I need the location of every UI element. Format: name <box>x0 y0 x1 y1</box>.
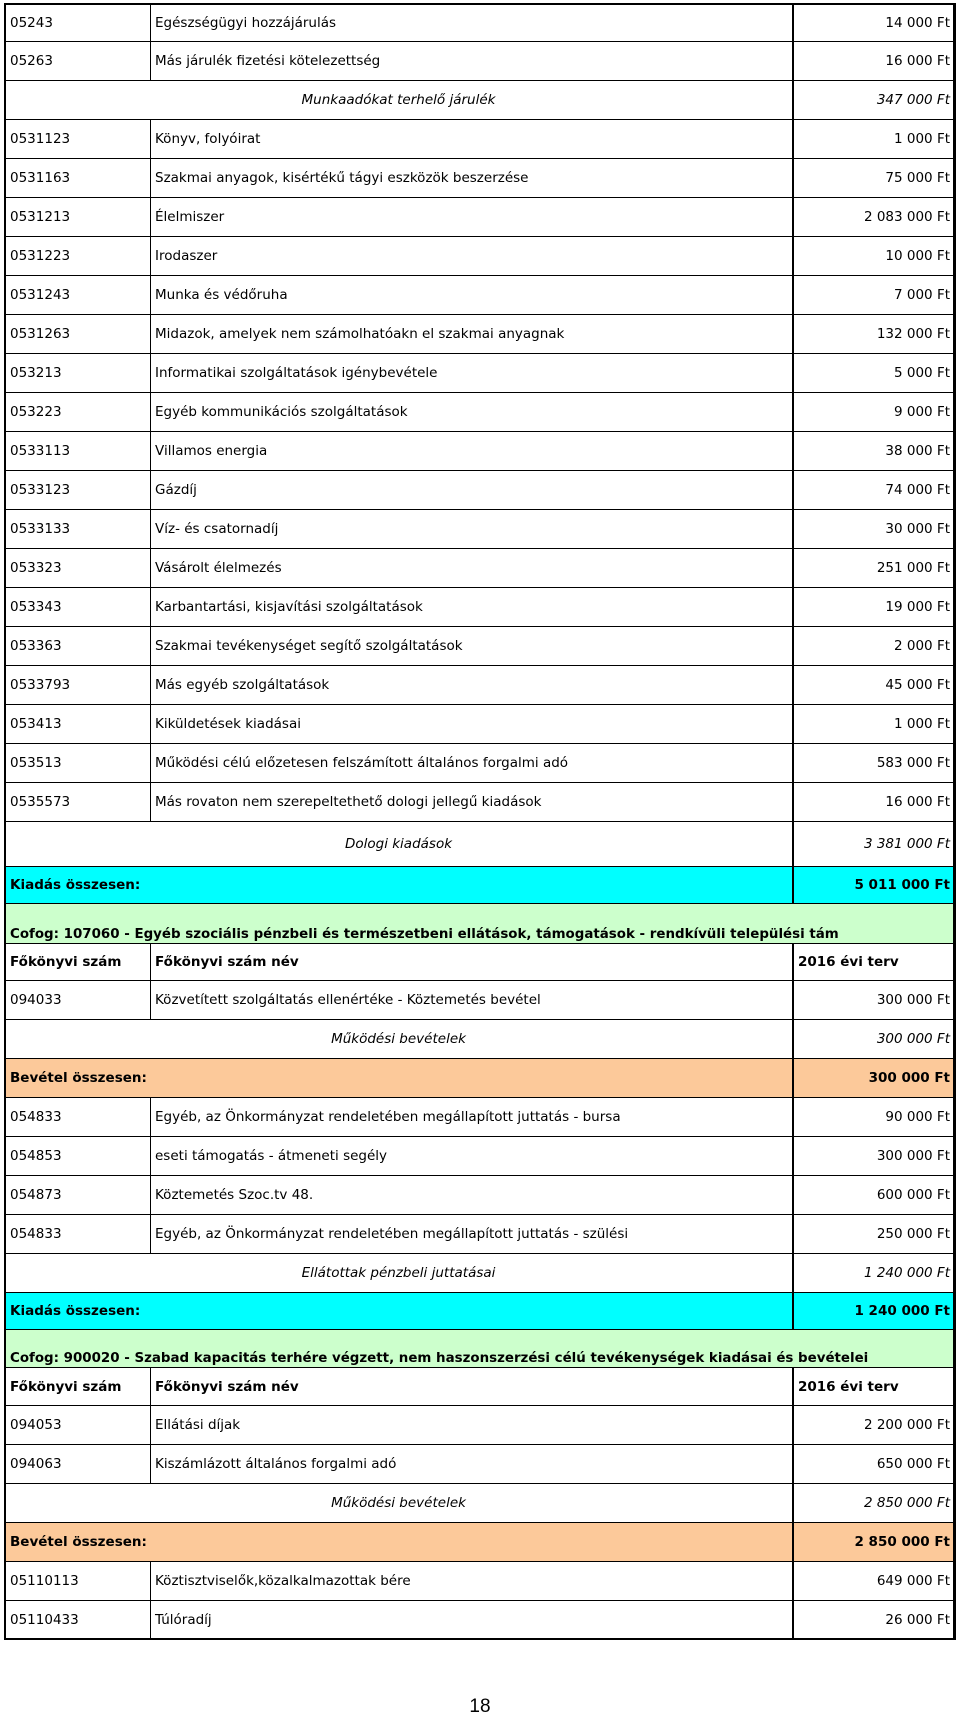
total-row <box>4 867 956 904</box>
account-name: Más járulék fizetési kötelezettség <box>151 42 794 80</box>
planned-amount: 251 000 Ft <box>876 560 950 576</box>
column-header-row <box>4 944 956 981</box>
subtotal-label: Munkaadókat terhelő járulék <box>151 81 794 119</box>
planned-amount: 90 000 Ft <box>885 1109 950 1125</box>
planned-amount: 30 000 Ft <box>885 521 950 537</box>
account-name: Működési célú előzetesen felszámított általános forgalmi adó <box>151 744 794 782</box>
total-amount: 5 011 000 Ft <box>854 877 950 893</box>
account-name: eseti támogatás - átmeneti segély <box>151 1137 794 1175</box>
planned-amount: 10 000 Ft <box>885 248 950 264</box>
table-row <box>4 1406 956 1445</box>
account-name: Kiküldetések kiadásai <box>151 705 794 743</box>
planned-amount: 649 000 Ft <box>876 1573 950 1589</box>
header-account-code: Főkönyvi szám <box>6 1368 151 1405</box>
planned-amount: 14 000 Ft <box>885 15 950 31</box>
account-code: 094063 <box>6 1445 151 1483</box>
account-code: 054833 <box>6 1215 151 1253</box>
account-name: Víz- és csatornadíj <box>151 510 794 548</box>
account-name: Szakmai tevékenységet segítő szolgáltatások <box>151 627 794 665</box>
cofog-title: Cofog: 900020 - Szabad kapacitás terhére végzett, nem haszonszerzési célú tevékenységek kiadásai és bevételei <box>10 1351 869 1366</box>
subtotal-spacer <box>6 822 151 866</box>
total-label: Kiadás összesen: <box>6 1293 794 1329</box>
account-name: Kiszámlázott általános forgalmi adó <box>151 1445 794 1483</box>
account-code: 0531223 <box>6 237 151 275</box>
subtotal-label: Működési bevételek <box>151 1020 794 1058</box>
table-row <box>4 981 956 1020</box>
account-name: Könyv, folyóirat <box>151 120 794 158</box>
account-code: 0533123 <box>6 471 151 509</box>
account-code: 0533113 <box>6 432 151 470</box>
account-name: Egyéb, az Önkormányzat rendeletében megállapított juttatás - szülési <box>151 1215 794 1253</box>
subtotal-spacer <box>6 81 151 119</box>
table-row <box>4 3 956 42</box>
subtotal-amount: 3 381 000 Ft <box>863 836 950 852</box>
header-plan: 2016 évi terv <box>798 954 899 970</box>
planned-amount: 250 000 Ft <box>876 1226 950 1242</box>
account-code: 053413 <box>6 705 151 743</box>
planned-amount: 38 000 Ft <box>885 443 950 459</box>
table-row <box>4 1445 956 1484</box>
account-name: Más rovaton nem szerepeltethető dologi jellegű kiadások <box>151 783 794 821</box>
planned-amount: 300 000 Ft <box>876 1148 950 1164</box>
account-code: 05110113 <box>6 1562 151 1600</box>
table-row <box>4 588 956 627</box>
account-code: 0533793 <box>6 666 151 704</box>
subtotal-spacer <box>6 1254 151 1292</box>
account-name: Élelmiszer <box>151 198 794 236</box>
subtotal-amount: 2 850 000 Ft <box>863 1495 950 1511</box>
table-row <box>4 393 956 432</box>
total-amount: 1 240 000 Ft <box>854 1303 950 1319</box>
account-code: 05110433 <box>6 1601 151 1638</box>
table-row <box>4 1601 956 1640</box>
table-row <box>4 276 956 315</box>
account-code: 053363 <box>6 627 151 665</box>
subtotal-spacer <box>6 1020 151 1058</box>
subtotal-amount: 300 000 Ft <box>876 1031 950 1047</box>
total-label: Bevétel összesen: <box>6 1523 794 1561</box>
table-row <box>4 354 956 393</box>
account-name: Közvetített szolgáltatás ellenértéke - Köztemetés bevétel <box>151 981 794 1019</box>
account-code: 094033 <box>6 981 151 1019</box>
header-account-name: Főkönyvi szám név <box>151 944 794 980</box>
planned-amount: 583 000 Ft <box>876 755 950 771</box>
total-amount: 2 850 000 Ft <box>854 1534 950 1550</box>
subtotal-row <box>4 822 956 867</box>
total-amount: 300 000 Ft <box>868 1070 950 1086</box>
account-code: 05243 <box>6 5 151 41</box>
planned-amount: 19 000 Ft <box>885 599 950 615</box>
planned-amount: 300 000 Ft <box>876 992 950 1008</box>
planned-amount: 5 000 Ft <box>894 365 950 381</box>
account-code: 05263 <box>6 42 151 80</box>
account-code: 0533133 <box>6 510 151 548</box>
total-row <box>4 1293 956 1330</box>
table-row <box>4 471 956 510</box>
table-row <box>4 705 956 744</box>
table-row <box>4 1562 956 1601</box>
planned-amount: 26 000 Ft <box>885 1611 950 1628</box>
total-row <box>4 1523 956 1562</box>
planned-amount: 9 000 Ft <box>894 404 950 420</box>
table-row <box>4 1098 956 1137</box>
planned-amount: 2 083 000 Ft <box>863 209 950 225</box>
planned-amount: 132 000 Ft <box>876 326 950 342</box>
cofog-title: Cofog: 107060 - Egyéb szociális pénzbeli és természetbeni ellátások, támogatások - rendkívüli települési tám <box>10 927 839 942</box>
planned-amount: 600 000 Ft <box>876 1187 950 1203</box>
account-name: Köztemetés Szoc.tv 48. <box>151 1176 794 1214</box>
header-plan: 2016 évi terv <box>798 1378 899 1395</box>
planned-amount: 2 000 Ft <box>894 638 950 654</box>
planned-amount: 75 000 Ft <box>885 170 950 186</box>
total-label: Bevétel összesen: <box>6 1059 794 1097</box>
planned-amount: 74 000 Ft <box>885 482 950 498</box>
table-row <box>4 627 956 666</box>
table-row <box>4 1137 956 1176</box>
account-code: 094053 <box>6 1406 151 1444</box>
table-row <box>4 510 956 549</box>
account-code: 053323 <box>6 549 151 587</box>
account-name: Egyéb kommunikációs szolgáltatások <box>151 393 794 431</box>
planned-amount: 2 200 000 Ft <box>863 1417 950 1433</box>
subtotal-row <box>4 81 956 120</box>
header-account-code: Főkönyvi szám <box>6 944 151 980</box>
subtotal-row <box>4 1254 956 1293</box>
account-code: 054873 <box>6 1176 151 1214</box>
table-row <box>4 549 956 588</box>
subtotal-amount: 347 000 Ft <box>876 92 950 108</box>
account-code: 0531163 <box>6 159 151 197</box>
account-name: Más egyéb szolgáltatások <box>151 666 794 704</box>
planned-amount: 7 000 Ft <box>894 287 950 303</box>
table-row <box>4 237 956 276</box>
table-row <box>4 120 956 159</box>
table-row <box>4 666 956 705</box>
account-name: Villamos energia <box>151 432 794 470</box>
account-code: 0531263 <box>6 315 151 353</box>
table-row <box>4 1215 956 1254</box>
account-name: Köztisztviselők,közalkalmazottak bére <box>151 1562 794 1600</box>
subtotal-amount: 1 240 000 Ft <box>863 1265 950 1281</box>
account-name: Midazok, amelyek nem számolhatóakn el szakmai anyagnak <box>151 315 794 353</box>
account-name: Irodaszer <box>151 237 794 275</box>
planned-amount: 1 000 Ft <box>894 716 950 732</box>
column-header-row <box>4 1368 956 1406</box>
total-row <box>4 1059 956 1098</box>
account-code: 0535573 <box>6 783 151 821</box>
subtotal-label: Ellátottak pénzbeli juttatásai <box>151 1254 794 1292</box>
planned-amount: 1 000 Ft <box>894 131 950 147</box>
account-name: Egészségügyi hozzájárulás <box>151 5 794 41</box>
budget-table <box>4 3 956 1640</box>
planned-amount: 16 000 Ft <box>885 53 950 69</box>
account-code: 0531243 <box>6 276 151 314</box>
account-code: 054833 <box>6 1098 151 1136</box>
account-code: 053343 <box>6 588 151 626</box>
account-code: 053213 <box>6 354 151 392</box>
page-number: 18 <box>469 1696 491 1717</box>
account-code: 0531123 <box>6 120 151 158</box>
planned-amount: 16 000 Ft <box>885 794 950 810</box>
planned-amount: 650 000 Ft <box>876 1456 950 1472</box>
account-name: Vásárolt élelmezés <box>151 549 794 587</box>
cofog-title-row <box>4 904 956 944</box>
planned-amount: 45 000 Ft <box>885 677 950 693</box>
account-name: Szakmai anyagok, kisértékű tágyi eszközök beszerzése <box>151 159 794 197</box>
account-code: 053223 <box>6 393 151 431</box>
table-row <box>4 432 956 471</box>
account-name: Túlóradíj <box>151 1601 794 1638</box>
cofog-title-row <box>4 1330 956 1368</box>
table-row <box>4 783 956 822</box>
account-code: 054853 <box>6 1137 151 1175</box>
subtotal-row <box>4 1484 956 1523</box>
subtotal-row <box>4 1020 956 1059</box>
table-row <box>4 315 956 354</box>
total-label: Kiadás összesen: <box>6 867 794 903</box>
subtotal-label: Működési bevételek <box>151 1484 794 1522</box>
account-name: Gázdíj <box>151 471 794 509</box>
header-account-name: Főkönyvi szám név <box>151 1368 794 1405</box>
table-row <box>4 42 956 81</box>
account-name: Egyéb, az Önkormányzat rendeletében megállapított juttatás - bursa <box>151 1098 794 1136</box>
account-code: 0531213 <box>6 198 151 236</box>
subtotal-spacer <box>6 1484 151 1522</box>
account-name: Informatikai szolgáltatások igénybevétele <box>151 354 794 392</box>
table-row <box>4 1176 956 1215</box>
account-code: 053513 <box>6 744 151 782</box>
subtotal-label: Dologi kiadások <box>151 822 794 866</box>
account-name: Karbantartási, kisjavítási szolgáltatások <box>151 588 794 626</box>
account-name: Munka és védőruha <box>151 276 794 314</box>
table-row <box>4 744 956 783</box>
table-row <box>4 159 956 198</box>
account-name: Ellátási díjak <box>151 1406 794 1444</box>
table-row <box>4 198 956 237</box>
